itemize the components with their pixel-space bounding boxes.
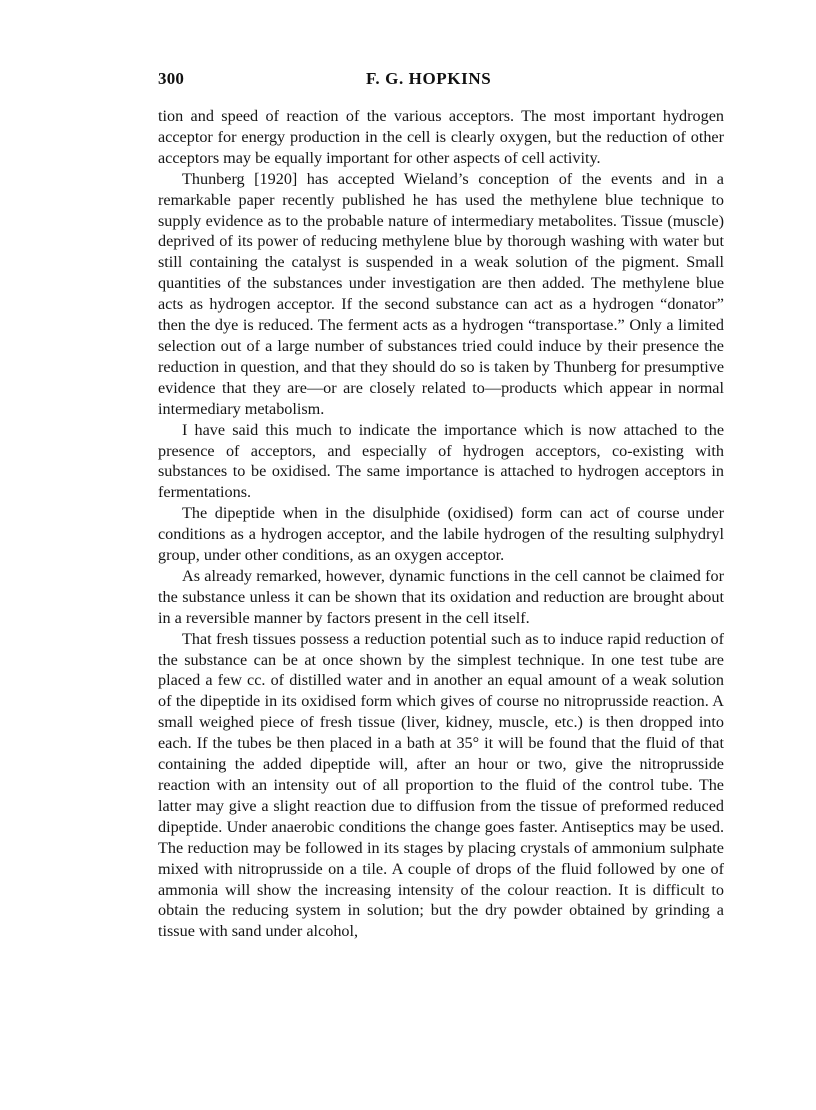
running-head-author: F. G. HOPKINS [366, 69, 492, 88]
book-page [158, 62, 724, 942]
paragraph-dynamic-functions: As already remarked, however, dynamic functions in the cell cannot be claimed for the substance unless it can be shown that its oxidation and reduction are brought about in a reversible manner by factors present in the cell itself. [158, 566, 724, 627]
paragraph-dipeptide: The dipeptide when in the disulphide (oxidised) form can act of course under conditions as a hydrogen acceptor, and the labile hydrogen of the resulting sulphydryl group, under other conditions, as an oxygen acceptor. [158, 504, 724, 565]
paragraph-thunberg: Thunberg [1920] has accepted Wieland’s conception of the events and in a remarkable paper recently published he has used the methylene blue technique to supply evidence as to the probable nature of intermediary metabolites. Tissue (muscle) deprived of its power of reducing methylene blue by thorough washing with water but still containing the catalyst is suspended in a weak solution of the pigment. Small quantities of the substances under investigation are then added. The methylene blue acts as hydrogen acceptor. If the second substance can act as a hydrogen “donator” then the dye is reduced. The ferment acts as a hydrogen “transportase.” Only a limited selection out of a large number of substances tried could induce by their presence the reduction in question, and that they should do so is taken by Thunberg for presumptive evidence that they are—or are closely related to—products which appear in normal intermediary metabolism. [158, 169, 724, 418]
paragraph-reduction-potential: That fresh tissues possess a reduction potential such as to induce rapid reduction of the substance can be at once shown by the simplest technique. In one test tube are placed a few cc. of distilled water and in another an equal amount of a weak solution of the dipeptide in its oxidised form which gives of course no nitroprusside reaction. A small weighed piece of fresh tissue (liver, kidney, muscle, etc.) is then dropped into each. If the tubes be then placed in a bath at 35° it will be found that the fluid of that containing the added dipeptide will, after an hour or two, give the nitroprusside reaction with an intensity out of all proportion to the fluid of the control tube. The latter may give a slight reaction due to diffusion from the tissue of preformed reduced dipeptide. Under anaerobic conditions the change goes faster. Antiseptics may be used. The reduction may be followed in its stages by placing crystals of ammonium sulphate mixed with nitroprusside on a tile. A couple of drops of the fluid followed by one of ammonia will show the increasing intensity of the colour reaction. It is difficult to obtain the reducing system in solution; but the dry powder obtained by grinding a tissue with sand under alcohol, [158, 629, 724, 941]
paragraph-continuation: tion and speed of reaction of the various acceptors. The most important hydrogen acceptor for energy production in the cell is clearly oxygen, but the reduction of other acceptors may be equally important for other aspects of cell activity. [158, 107, 724, 167]
page-number: 300 [158, 69, 185, 88]
page-header [158, 62, 724, 92]
body-text [158, 106, 724, 942]
paragraph-acceptors: I have said this much to indicate the importance which is now attached to the presence of acceptors, and especially of hydrogen acceptors, co-existing with substances to be oxidised. The same importance is attached to hydrogen acceptors in fermentations. [158, 420, 724, 502]
